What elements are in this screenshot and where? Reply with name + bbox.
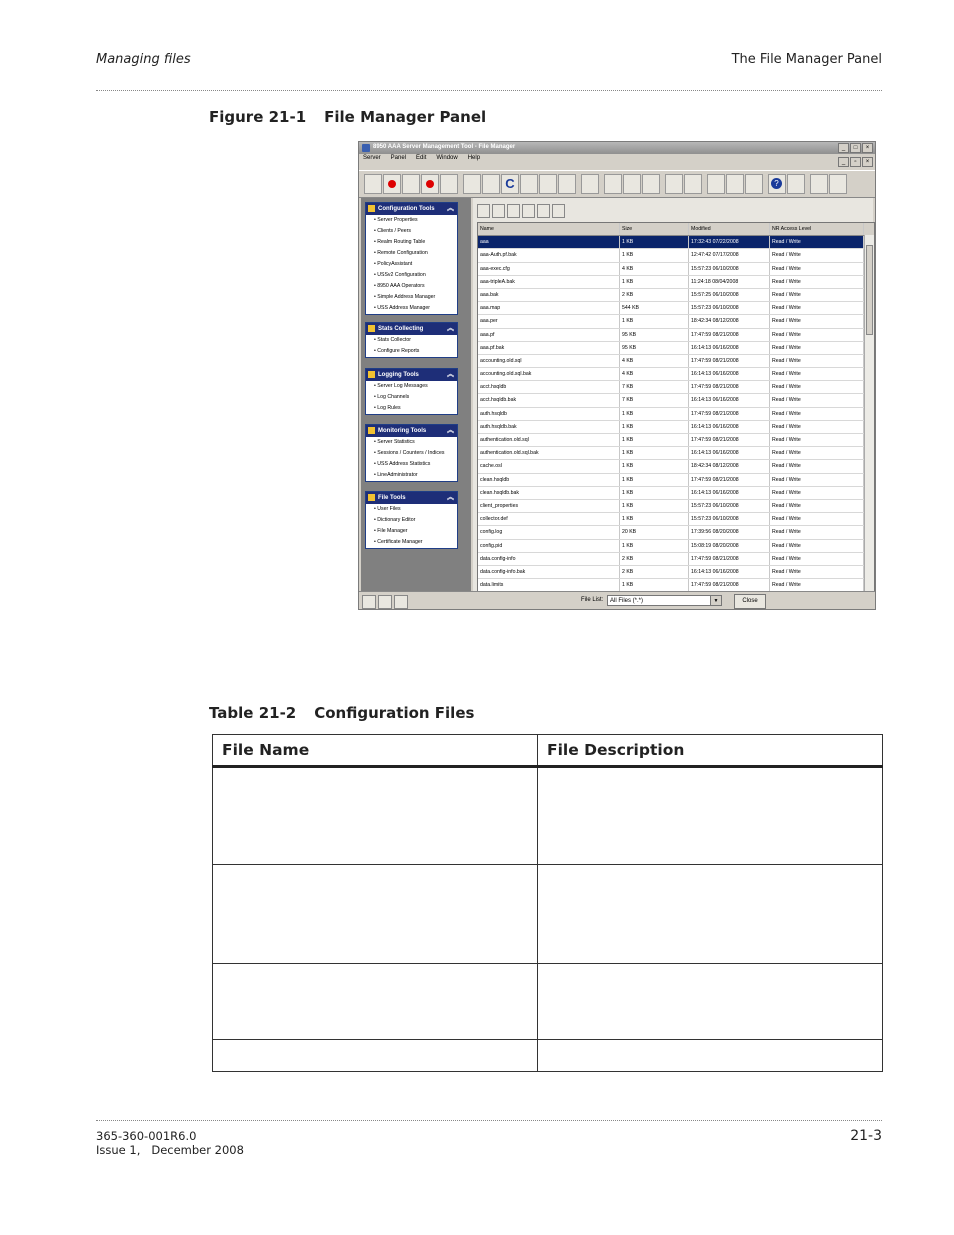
table-row[interactable] xyxy=(478,513,874,526)
vertical-scrollbar[interactable] xyxy=(864,235,874,591)
table-row[interactable] xyxy=(478,447,874,460)
file-size-cell: 7 KB xyxy=(620,394,689,406)
file-toolbar xyxy=(477,204,567,220)
file-access-cell: Read / Write xyxy=(770,315,864,327)
running-header-section: Managing files xyxy=(96,52,191,67)
config-tools-icon xyxy=(368,205,375,212)
window-title: 8950 AAA Server Management Tool - File Manager xyxy=(373,144,516,150)
file-size-cell: 1 KB xyxy=(620,487,689,499)
table-row[interactable] xyxy=(478,394,874,407)
sidebar-item-configure-reports[interactable]: • Configure Reports xyxy=(374,348,420,354)
search-icon[interactable] xyxy=(665,174,683,194)
file-access-cell: Read / Write xyxy=(770,553,864,565)
file-size-cell: 95 KB xyxy=(620,342,689,354)
table-row[interactable] xyxy=(478,460,874,473)
file-name-cell: aaa-Auth.pf.bak xyxy=(478,249,620,261)
file-size-cell: 544 KB xyxy=(620,302,689,314)
footer-doc-info xyxy=(96,1129,244,1157)
menu-window[interactable]: Window xyxy=(436,155,458,161)
sidebar-item-dictionary-editor[interactable]: • Dictionary Editor xyxy=(374,517,416,523)
table-row[interactable] xyxy=(478,381,874,394)
file-modified-cell: 12:47:42 07/17/2008 xyxy=(689,249,770,261)
file-list-select[interactable]: All Files (*.*) ▼ xyxy=(607,595,722,606)
scrollbar-thumb[interactable] xyxy=(866,245,873,335)
sync-icon[interactable] xyxy=(581,174,599,194)
collapse-icon[interactable]: ︽ xyxy=(447,494,454,501)
file-size-cell: 1 KB xyxy=(620,249,689,261)
table-row[interactable] xyxy=(478,487,874,500)
sidebar-item-log-channels[interactable]: • Log Channels xyxy=(374,394,410,400)
panel-icon[interactable] xyxy=(362,595,376,609)
document-icon[interactable] xyxy=(402,174,420,194)
file-access-cell: Read / Write xyxy=(770,302,864,314)
help-icon[interactable]: ? xyxy=(768,174,786,194)
file-name-cell: authentication.old.sql.bak xyxy=(478,447,620,459)
sidebar-item-realm-routing-table[interactable]: • Realm Routing Table xyxy=(374,239,426,245)
transfer-icon[interactable] xyxy=(552,204,565,218)
file-access-cell: Read / Write xyxy=(770,540,864,552)
file-name-cell: aaa.per xyxy=(478,315,620,327)
file-name-cell: accounting.old.sql xyxy=(478,355,620,367)
file-name-cell: aaa xyxy=(478,236,620,248)
main-toolbar xyxy=(359,170,875,198)
sidebar-item-simple-address-manager[interactable]: • Simple Address Manager xyxy=(374,294,436,300)
column-size[interactable]: Size xyxy=(620,223,689,235)
file-modified-cell: 17:47:59 08/21/2008 xyxy=(689,381,770,393)
file-name-cell: aaa-exec.cfg xyxy=(478,263,620,275)
table-row[interactable] xyxy=(478,355,874,368)
file-table xyxy=(477,222,875,592)
table-header-row xyxy=(213,735,883,767)
collapse-icon[interactable]: ︽ xyxy=(447,371,454,378)
sidebar-item-file-manager[interactable]: • File Manager xyxy=(374,528,408,534)
sidebar-item-uss-address-statistics[interactable]: • USS Address Statistics xyxy=(374,461,431,467)
file-size-cell: 1 KB xyxy=(620,579,689,591)
table-row[interactable] xyxy=(478,434,874,447)
stats-icon xyxy=(368,325,375,332)
print-icon[interactable] xyxy=(558,174,576,194)
file-access-cell: Read / Write xyxy=(770,487,864,499)
settings-icon[interactable] xyxy=(726,174,744,194)
collapse-icon[interactable]: ︽ xyxy=(447,427,454,434)
file-access-cell: Read / Write xyxy=(770,329,864,341)
menu-bar xyxy=(359,155,875,166)
file-size-cell: 1 KB xyxy=(620,447,689,459)
file-modified-cell: 17:47:59 08/21/2008 xyxy=(689,408,770,420)
file-list-pane xyxy=(473,198,873,591)
table-row[interactable] xyxy=(478,276,874,289)
table-row[interactable] xyxy=(478,289,874,302)
file-modified-cell: 17:47:59 08/21/2008 xyxy=(689,553,770,565)
new-file-icon[interactable] xyxy=(477,204,490,218)
file-name-cell: config.log xyxy=(478,526,620,538)
file-name-cell: cache.osl xyxy=(478,460,620,472)
file-modified-cell: 17:47:59 08/21/2008 xyxy=(689,579,770,591)
file-access-cell: Read / Write xyxy=(770,500,864,512)
table-row[interactable] xyxy=(478,474,874,487)
file-size-cell: 2 KB xyxy=(620,566,689,578)
file-size-cell: 1 KB xyxy=(620,421,689,433)
header-file-name: File Name xyxy=(213,735,538,767)
file-name-cell: data.config-info xyxy=(478,553,620,565)
group-header[interactable]: File Tools ︽ xyxy=(366,492,457,504)
file-name-cell: aaa-tripleA.bak xyxy=(478,276,620,288)
table-row xyxy=(213,767,883,865)
file-name-cell: authentication.old.sql xyxy=(478,434,620,446)
file-name-cell: collector.def xyxy=(478,513,620,525)
table-row[interactable] xyxy=(478,368,874,381)
group-header[interactable]: Logging Tools ︽ xyxy=(366,369,457,381)
file-size-cell: 95 KB xyxy=(620,329,689,341)
table-row[interactable] xyxy=(478,500,874,513)
table-row[interactable] xyxy=(478,329,874,342)
file-modified-cell: 18:42:34 08/12/2008 xyxy=(689,460,770,472)
app-icon xyxy=(362,144,370,152)
group-file-tools xyxy=(365,491,458,549)
header-file-description: File Description xyxy=(538,735,883,767)
figure-title: File Manager Panel xyxy=(324,108,487,126)
file-modified-cell: 16:14:13 06/16/2008 xyxy=(689,447,770,459)
table-row[interactable] xyxy=(478,408,874,421)
table-row[interactable] xyxy=(478,315,874,328)
file-access-cell: Read / Write xyxy=(770,460,864,472)
file-access-cell: Read / Write xyxy=(770,434,864,446)
file-modified-cell: 15:57:23 06/10/2008 xyxy=(689,513,770,525)
file-table-header xyxy=(478,223,874,236)
column-modified[interactable]: Modified xyxy=(689,223,770,235)
file-access-cell: Read / Write xyxy=(770,355,864,367)
file-modified-cell: 15:57:23 06/10/2008 xyxy=(689,500,770,512)
group-logging-tools xyxy=(365,368,458,415)
table-row[interactable] xyxy=(478,342,874,355)
table-row xyxy=(213,1040,883,1072)
table-row[interactable] xyxy=(478,566,874,579)
table-caption xyxy=(209,704,474,722)
file-size-cell: 2 KB xyxy=(620,553,689,565)
file-size-cell: 1 KB xyxy=(620,434,689,446)
file-access-cell: Read / Write xyxy=(770,381,864,393)
sidebar-item-user-files[interactable]: • User Files xyxy=(374,506,401,512)
table-row[interactable] xyxy=(478,540,874,553)
close-button[interactable]: Close xyxy=(734,594,766,609)
chevron-down-icon[interactable]: ▼ xyxy=(710,596,721,605)
sidebar-item-clients-peers[interactable]: • Clients / Peers xyxy=(374,228,411,234)
file-rows xyxy=(478,236,874,592)
table-number: Table 21-2 xyxy=(209,704,297,722)
tools-icon[interactable] xyxy=(707,174,725,194)
export-icon[interactable] xyxy=(482,174,500,194)
file-modified-cell: 16:14:13 06/16/2008 xyxy=(689,487,770,499)
file-name-cell: auth.hsqldb.bak xyxy=(478,421,620,433)
file-access-cell: Read / Write xyxy=(770,579,864,591)
tools-sidebar xyxy=(361,198,471,591)
table-row xyxy=(213,964,883,1040)
record-icon[interactable] xyxy=(383,174,401,194)
copy-icon[interactable] xyxy=(623,174,641,194)
table-row[interactable] xyxy=(478,526,874,539)
file-access-cell: Read / Write xyxy=(770,236,864,248)
file-access-cell: Read / Write xyxy=(770,474,864,486)
running-header-title: The File Manager Panel xyxy=(731,52,882,67)
window-titlebar xyxy=(359,142,875,154)
file-modified-cell: 16:14:13 06/16/2008 xyxy=(689,368,770,380)
file-name-cell: data.limits xyxy=(478,579,620,591)
file-access-cell: Read / Write xyxy=(770,249,864,261)
stop-icon[interactable] xyxy=(463,174,481,194)
sidebar-item-sessions-counters[interactable]: • Sessions / Counters / Indices xyxy=(374,450,445,456)
file-access-cell: Read / Write xyxy=(770,421,864,433)
print-preview-icon[interactable] xyxy=(394,595,408,609)
document-icon[interactable] xyxy=(440,174,458,194)
file-name-cell: auth.hsqldb xyxy=(478,408,620,420)
file-access-cell: Read / Write xyxy=(770,566,864,578)
file-size-cell: 1 KB xyxy=(620,513,689,525)
window-statusbar xyxy=(359,591,875,610)
header-divider xyxy=(96,90,882,91)
file-size-cell: 1 KB xyxy=(620,408,689,420)
file-modified-cell: 11:24:18 08/04/2008 xyxy=(689,276,770,288)
file-name-cell: aaa.pf xyxy=(478,329,620,341)
file-name-cell: clean.hsqldb xyxy=(478,474,620,486)
file-modified-cell: 17:32:43 07/22/2008 xyxy=(689,236,770,248)
delete-icon[interactable] xyxy=(539,174,557,194)
table-row[interactable] xyxy=(478,302,874,315)
file-size-cell: 1 KB xyxy=(620,460,689,472)
sidebar-item-policy-assistant[interactable]: • PolicyAssistant xyxy=(374,261,413,267)
page-number: 21-3 xyxy=(850,1128,882,1144)
file-size-cell: 7 KB xyxy=(620,381,689,393)
menu-server[interactable]: Server xyxy=(363,155,381,161)
group-stats-collecting xyxy=(365,322,458,358)
file-access-cell: Read / Write xyxy=(770,513,864,525)
record-icon[interactable] xyxy=(421,174,439,194)
file-size-cell: 4 KB xyxy=(620,355,689,367)
file-manager-window xyxy=(358,141,876,610)
file-modified-cell: 16:14:13 06/16/2008 xyxy=(689,421,770,433)
group-header[interactable]: Configuration Tools ︽ xyxy=(366,203,457,215)
doc-number: 365-360-001R6.0 xyxy=(96,1129,197,1143)
child-restore-icon[interactable]: ▫ xyxy=(850,157,861,167)
file-access-cell: Read / Write xyxy=(770,276,864,288)
copy-file-icon[interactable] xyxy=(507,204,520,218)
table-row[interactable] xyxy=(478,421,874,434)
file-modified-cell: 17:39:56 08/20/2008 xyxy=(689,526,770,538)
file-access-cell: Read / Write xyxy=(770,289,864,301)
paste-icon[interactable] xyxy=(642,174,660,194)
file-name-cell: clean.hsqldb.bak xyxy=(478,487,620,499)
maximize-icon[interactable]: □ xyxy=(850,143,861,153)
collapse-icon[interactable]: ︽ xyxy=(447,205,454,212)
refresh-icon[interactable]: C xyxy=(501,174,519,194)
lock-icon[interactable] xyxy=(537,204,550,218)
file-modified-cell: 15:57:23 06/10/2008 xyxy=(689,263,770,275)
monitor-icon[interactable] xyxy=(745,174,763,194)
file-name-cell: aaa.pf.bak xyxy=(478,342,620,354)
file-size-cell: 1 KB xyxy=(620,474,689,486)
file-access-cell: Read / Write xyxy=(770,342,864,354)
table-row[interactable] xyxy=(478,263,874,276)
footer-divider xyxy=(96,1120,882,1121)
monitoring-icon xyxy=(368,427,375,434)
file-name-cell: data.config-info.bak xyxy=(478,566,620,578)
sidebar-item-uss-address-manager[interactable]: • USS Address Manager xyxy=(374,305,431,311)
figure-number: Figure 21-1 xyxy=(209,108,307,126)
menu-edit[interactable]: Edit xyxy=(416,155,427,161)
file-access-cell: Read / Write xyxy=(770,408,864,420)
file-name-cell: aaa.bak xyxy=(478,289,620,301)
menu-panel[interactable]: Panel xyxy=(390,155,407,161)
file-size-cell: 4 KB xyxy=(620,368,689,380)
group-monitoring-tools xyxy=(365,424,458,482)
file-modified-cell: 17:47:59 08/21/2008 xyxy=(689,355,770,367)
file-access-cell: Read / Write xyxy=(770,526,864,538)
file-size-cell: 1 KB xyxy=(620,315,689,327)
column-access-level[interactable]: NR Access Level xyxy=(770,223,864,235)
file-size-cell: 1 KB xyxy=(620,540,689,552)
sidebar-item-server-log-messages[interactable]: • Server Log Messages xyxy=(374,383,428,389)
file-access-cell: Read / Write xyxy=(770,394,864,406)
file-size-cell: 1 KB xyxy=(620,500,689,512)
file-name-cell: acct.hsqldb xyxy=(478,381,620,393)
collapse-icon[interactable]: ︽ xyxy=(447,325,454,332)
file-modified-cell: 17:47:59 08/21/2008 xyxy=(689,474,770,486)
file-modified-cell: 18:42:34 08/12/2008 xyxy=(689,315,770,327)
sidebar-item-line-administrator[interactable]: • LineAdministrator xyxy=(374,472,418,478)
file-modified-cell: 16:14:13 06/16/2008 xyxy=(689,342,770,354)
file-tools-icon xyxy=(368,494,375,501)
table-title: Configuration Files xyxy=(314,704,475,722)
edit-file-icon[interactable] xyxy=(492,204,505,218)
file-modified-cell: 17:47:59 08/21/2008 xyxy=(689,329,770,341)
group-configuration-tools xyxy=(365,202,458,315)
file-modified-cell: 16:14:13 06/16/2008 xyxy=(689,394,770,406)
file-modified-cell: 15:57:23 06/10/2008 xyxy=(689,302,770,314)
file-size-cell: 4 KB xyxy=(620,263,689,275)
sidebar-item-stats-collector[interactable]: • Stats Collector xyxy=(374,337,411,343)
sidebar-item-ussv2-configuration[interactable]: • USSv2 Configuration xyxy=(374,272,426,278)
table-row xyxy=(213,865,883,964)
file-access-cell: Read / Write xyxy=(770,263,864,275)
file-name-cell: config.pid xyxy=(478,540,620,552)
database-icon[interactable] xyxy=(829,174,847,194)
network-icon[interactable] xyxy=(378,595,392,609)
file-access-cell: Read / Write xyxy=(770,368,864,380)
file-size-cell: 1 KB xyxy=(620,276,689,288)
close-icon[interactable]: × xyxy=(862,143,873,153)
issue-date: Issue 1, December 2008 xyxy=(96,1143,244,1157)
sidebar-item-certificate-manager[interactable]: • Certificate Manager xyxy=(374,539,423,545)
file-modified-cell: 15:57:25 06/10/2008 xyxy=(689,289,770,301)
logging-icon xyxy=(368,371,375,378)
file-list-label: File List: xyxy=(581,597,604,603)
sidebar-item-log-rules[interactable]: • Log Rules xyxy=(374,405,401,411)
menu-help[interactable]: Help xyxy=(467,155,481,161)
table-row[interactable] xyxy=(478,249,874,262)
refresh-file-icon[interactable] xyxy=(522,204,535,218)
group-header[interactable]: Stats Collecting ︽ xyxy=(366,323,457,335)
delete-icon[interactable] xyxy=(520,174,538,194)
file-name-cell: acct.hsqldb.bak xyxy=(478,394,620,406)
file-size-cell: 20 KB xyxy=(620,526,689,538)
file-size-cell: 2 KB xyxy=(620,289,689,301)
table-row[interactable] xyxy=(478,553,874,566)
search-next-icon[interactable] xyxy=(684,174,702,194)
file-name-cell: client_properties xyxy=(478,500,620,512)
connect-icon[interactable] xyxy=(364,174,382,194)
child-minimize-icon[interactable]: _ xyxy=(838,157,849,167)
sidebar-item-server-statistics[interactable]: • Server Statistics xyxy=(374,439,415,445)
group-header[interactable]: Monitoring Tools ︽ xyxy=(366,425,457,437)
minimize-icon[interactable]: _ xyxy=(838,143,849,153)
wrench-icon[interactable] xyxy=(810,174,828,194)
file-modified-cell: 15:08:19 08/20/2008 xyxy=(689,540,770,552)
figure-caption xyxy=(209,108,486,126)
file-modified-cell: 16:14:13 06/16/2008 xyxy=(689,566,770,578)
file-modified-cell: 17:47:59 08/21/2008 xyxy=(689,434,770,446)
sidebar-item-remote-configuration[interactable]: • Remote Configuration xyxy=(374,250,428,256)
sidebar-item-server-properties[interactable]: • Server Properties xyxy=(374,217,418,223)
file-name-cell: accounting.old.sql.bak xyxy=(478,368,620,380)
column-name[interactable]: Name xyxy=(478,223,620,235)
table-row[interactable] xyxy=(478,236,874,249)
file-access-cell: Read / Write xyxy=(770,447,864,459)
context-help-icon[interactable] xyxy=(787,174,805,194)
sidebar-item-aaa-operators[interactable]: • 8950 AAA Operators xyxy=(374,283,425,289)
file-size-cell: 1 KB xyxy=(620,236,689,248)
file-name-cell: aaa.map xyxy=(478,302,620,314)
configuration-files-table xyxy=(212,734,883,1072)
child-close-icon[interactable]: × xyxy=(862,157,873,167)
cut-icon[interactable] xyxy=(604,174,622,194)
